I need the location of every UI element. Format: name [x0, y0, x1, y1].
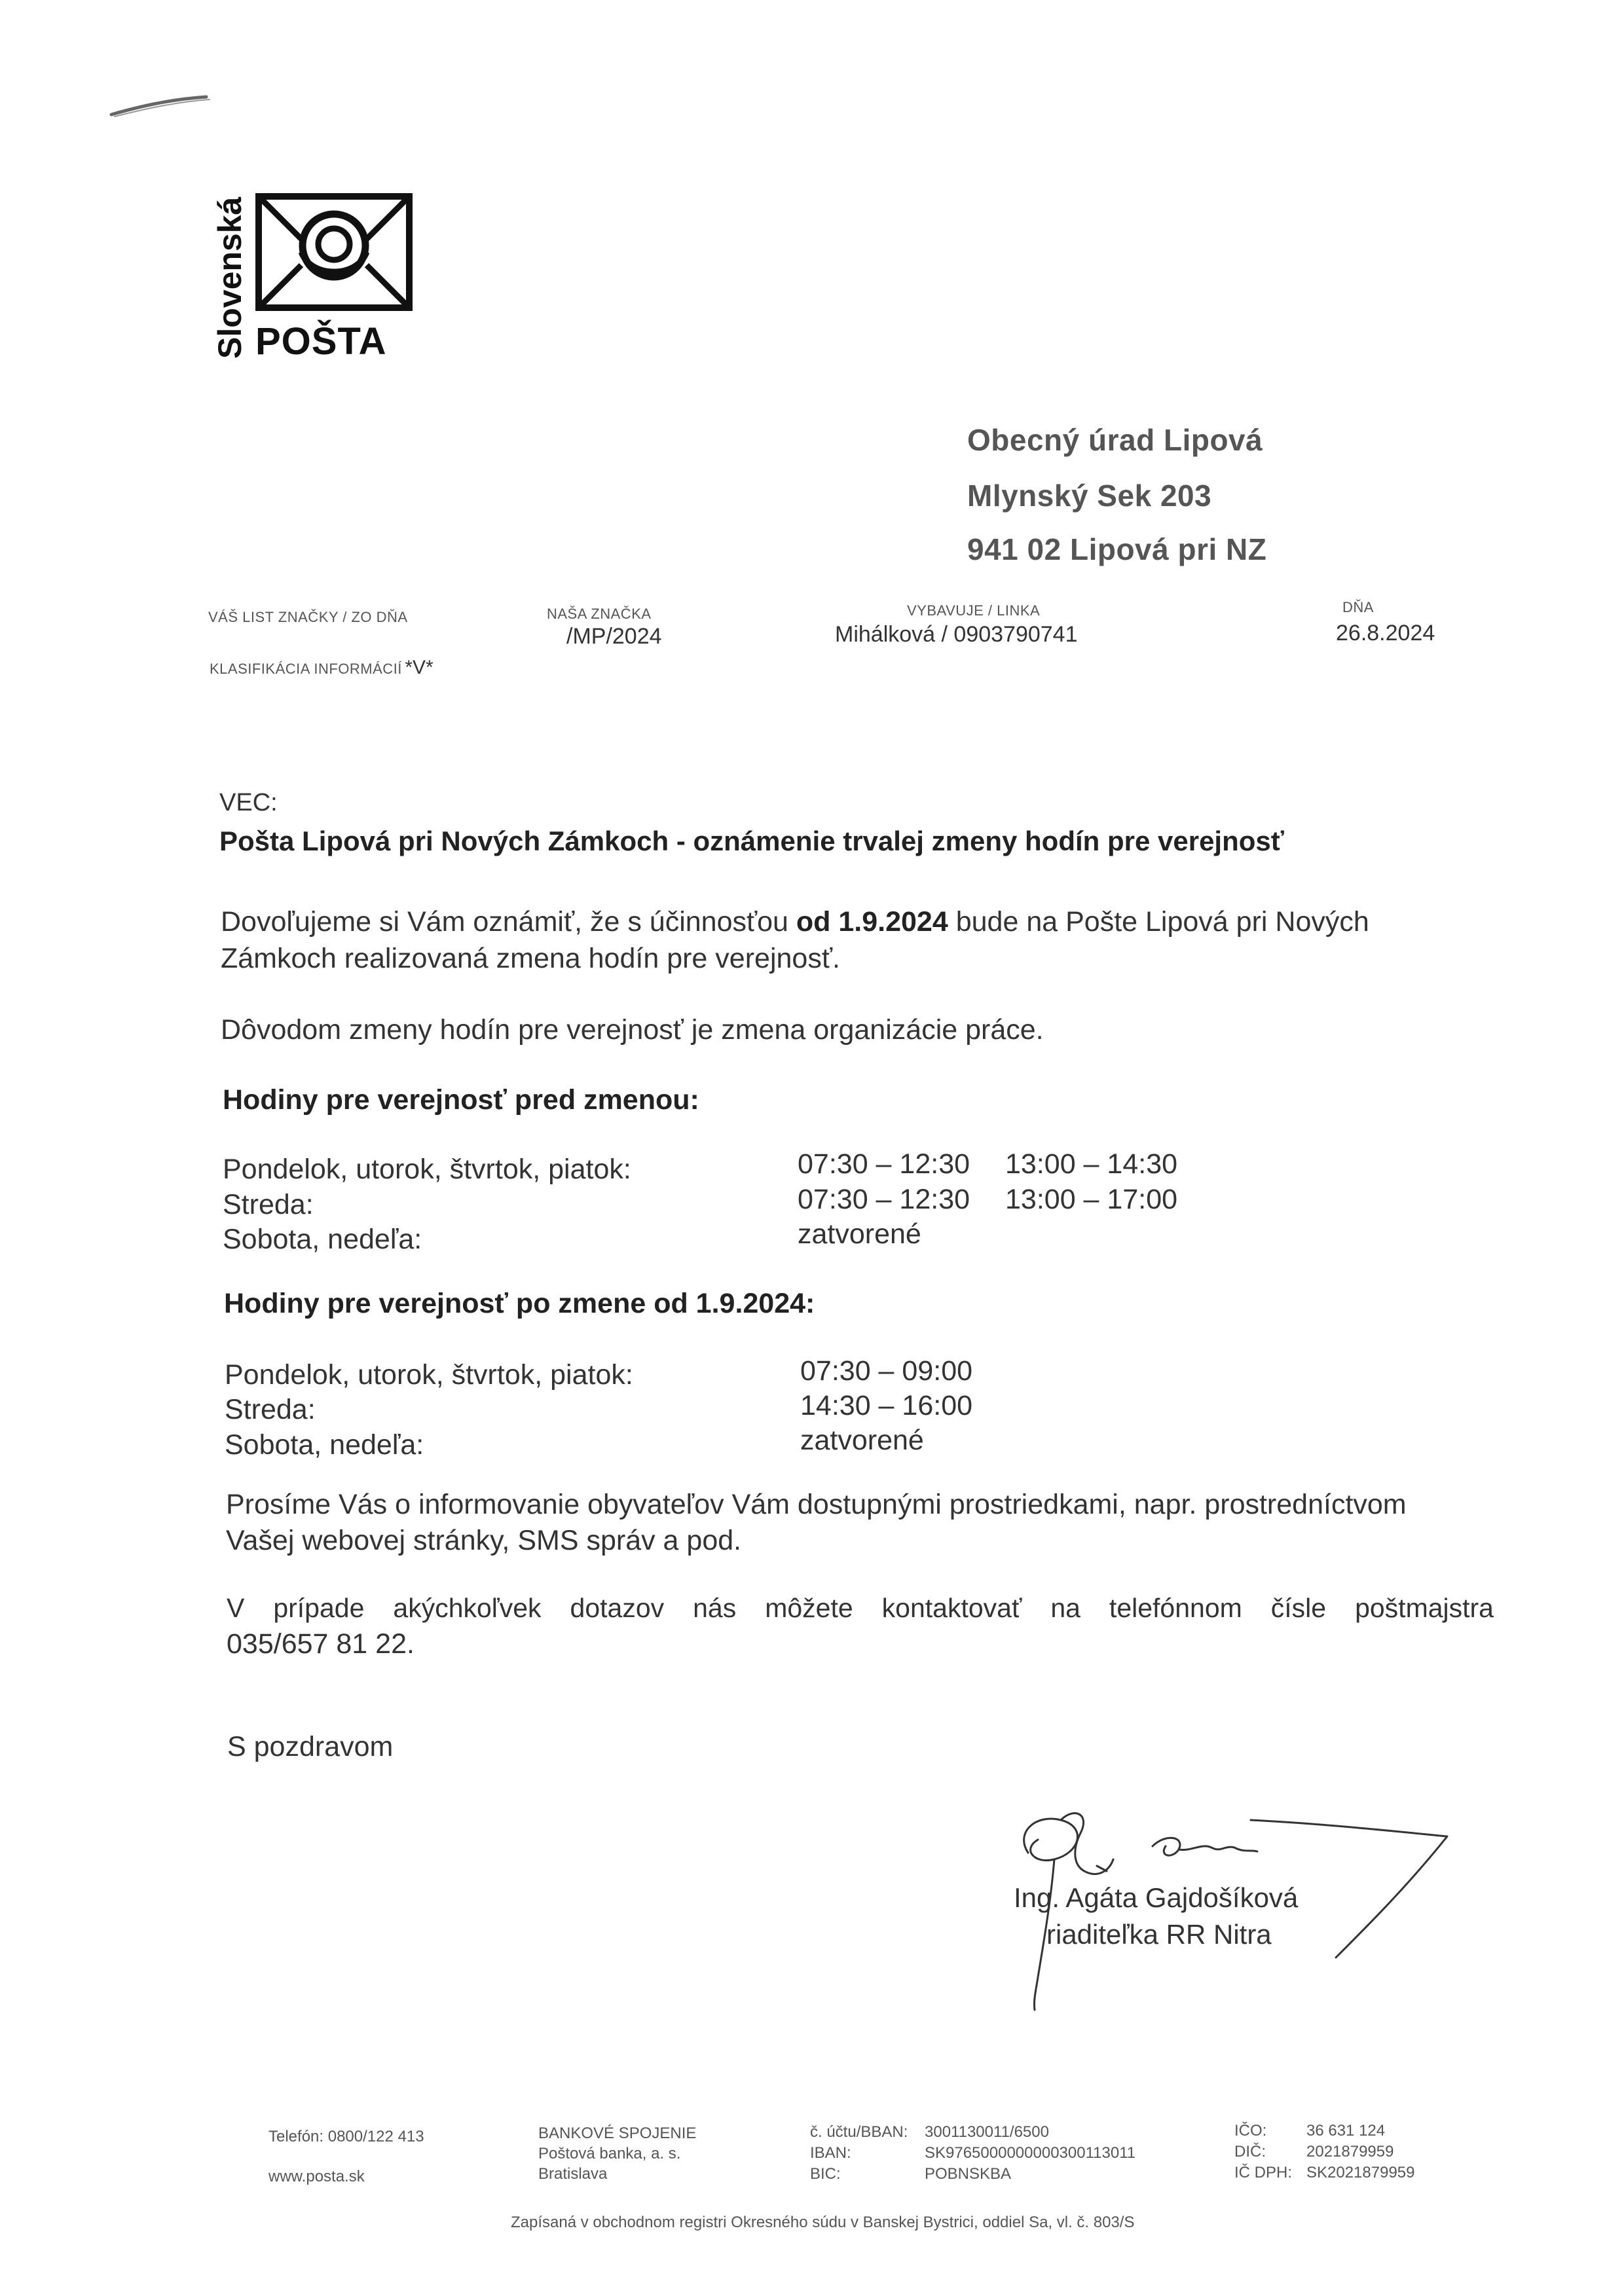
paragraph-1-line-1: Dovoľujeme si Vám oznámiť, že s účinnosťou od 1.9.2024 bude na Pošte Lipová pri Nových — [221, 906, 1369, 938]
paragraph-3-line-2: Vašej webovej stránky, SMS správ a pod. — [226, 1525, 742, 1556]
footer-phone: Telefón: 0800/122 413 — [268, 2128, 424, 2145]
date-value: 26.8.2024 — [1336, 621, 1435, 646]
handled-by-label: VYBAVUJE / LINKA — [907, 602, 1041, 619]
footer-account-label: č. účtu/BBAN: — [810, 2123, 908, 2141]
pen-mark — [108, 85, 219, 124]
date-label: DŇA — [1342, 599, 1374, 615]
paragraph-2: Dôvodom zmeny hodín pre verejnosť je zmena organizácie práce. — [221, 1014, 1044, 1046]
classification — [210, 657, 434, 679]
footer-iban-value: SK9765000000000300113011 — [925, 2144, 1136, 2162]
your-ref-label: VÁŠ LIST ZNAČKY / ZO DŇA — [208, 609, 408, 625]
subject-label: VEC: — [219, 789, 278, 816]
footer-dic-label: DIČ: — [1234, 2143, 1266, 2160]
classification-value: *V* — [405, 657, 434, 678]
handled-by-value: Mihálková / 0903790741 — [835, 622, 1078, 647]
effective-date: od 1.9.2024 — [796, 906, 948, 938]
before-row-3-h1: zatvorené — [798, 1218, 921, 1250]
after-row-2-h1: 14:30 – 16:00 — [800, 1390, 973, 1421]
footer-iban-label: IBAN: — [810, 2144, 851, 2162]
before-row-2-h1: 07:30 – 12:30 — [798, 1184, 970, 1215]
paragraph-4-line-1: V prípade akýchkoľvek dotazov nás môžete kontaktovať na telefónnom čísle poštmajstra — [227, 1593, 1494, 1623]
footer-bank-city: Bratislava — [538, 2165, 608, 2183]
subject: Pošta Lipová pri Nových Zámkoch - oznámenie trvalej zmeny hodín pre verejnosť — [219, 826, 1284, 856]
footer-ico-value: 36 631 124 — [1306, 2122, 1386, 2140]
footer-icdph-value: SK2021879959 — [1306, 2164, 1415, 2181]
footer-bank-name: Poštová banka, a. s. — [538, 2145, 681, 2162]
after-row-1-h1: 07:30 – 09:00 — [800, 1355, 973, 1387]
closing: S pozdravom — [227, 1731, 394, 1762]
footer-web[interactable]: www.posta.sk — [268, 2168, 365, 2185]
paragraph-4-line-2: 035/657 81 22. — [227, 1628, 415, 1660]
classification-label: KLASIFIKÁCIA INFORMÁCIÍ — [210, 661, 402, 677]
after-row-1-days: Pondelok, utorok, štvrtok, piatok: — [225, 1359, 633, 1391]
before-row-2-days: Streda: — [223, 1189, 314, 1220]
before-row-1-h2: 13:00 – 14:30 — [1005, 1148, 1178, 1180]
before-row-2-h2: 13:00 – 17:00 — [1005, 1184, 1178, 1215]
before-row-3-days: Sobota, nedeľa: — [223, 1224, 422, 1255]
after-row-2-days: Streda: — [225, 1394, 316, 1425]
footer-bic-value: POBNSKBA — [925, 2165, 1012, 2183]
footer-bank-title: BANKOVÉ SPOJENIE — [538, 2124, 697, 2142]
footer-account-value: 3001130011/6500 — [925, 2123, 1049, 2141]
footer-registry: Zapísaná v obchodnom registri Okresného súdu v Banskej Bystrici, oddiel Sa, vl. č. 803/S — [511, 2214, 1135, 2231]
signer-title: riaditeľka RR Nitra — [1046, 1919, 1272, 1950]
paragraph-1-line-2: Zámkoch realizovaná zmena hodín pre verejnosť. — [221, 943, 840, 974]
recipient-line-1: Obecný úrad Lipová — [967, 423, 1263, 457]
footer-dic-value: 2021879959 — [1306, 2143, 1394, 2160]
after-row-3-days: Sobota, nedeľa: — [225, 1429, 424, 1461]
footer-icdph-label: IČ DPH: — [1234, 2164, 1293, 2181]
hours-before-heading: Hodiny pre verejnosť pred zmenou: — [223, 1084, 699, 1116]
posthorn-envelope-icon — [255, 193, 413, 311]
logo-brand-vertical: Slovenská — [212, 196, 248, 359]
footer-bic-label: BIC: — [810, 2165, 841, 2183]
before-row-1-days: Pondelok, utorok, štvrtok, piatok: — [223, 1154, 631, 1185]
recipient-line-3: 941 02 Lipová pri NZ — [967, 532, 1267, 566]
logo-brand-main: POŠTA — [255, 320, 387, 363]
our-ref-value: /MP/2024 — [566, 624, 662, 649]
recipient-line-2: Mlynský Sek 203 — [967, 479, 1212, 513]
before-row-1-h1: 07:30 – 12:30 — [798, 1148, 970, 1180]
hours-after-heading: Hodiny pre verejnosť po zmene od 1.9.2024: — [224, 1288, 815, 1319]
signer-name: Ing. Agáta Gajdošíková — [1014, 1882, 1299, 1913]
paragraph-3-line-1: Prosíme Vás o informovanie obyvateľov Vám dostupnými prostriedkami, napr. prostredníctvom — [226, 1489, 1407, 1520]
footer-ico-label: IČO: — [1234, 2122, 1267, 2140]
our-ref-label: NAŠA ZNAČKA — [547, 606, 652, 622]
after-row-3-h1: zatvorené — [800, 1425, 924, 1456]
